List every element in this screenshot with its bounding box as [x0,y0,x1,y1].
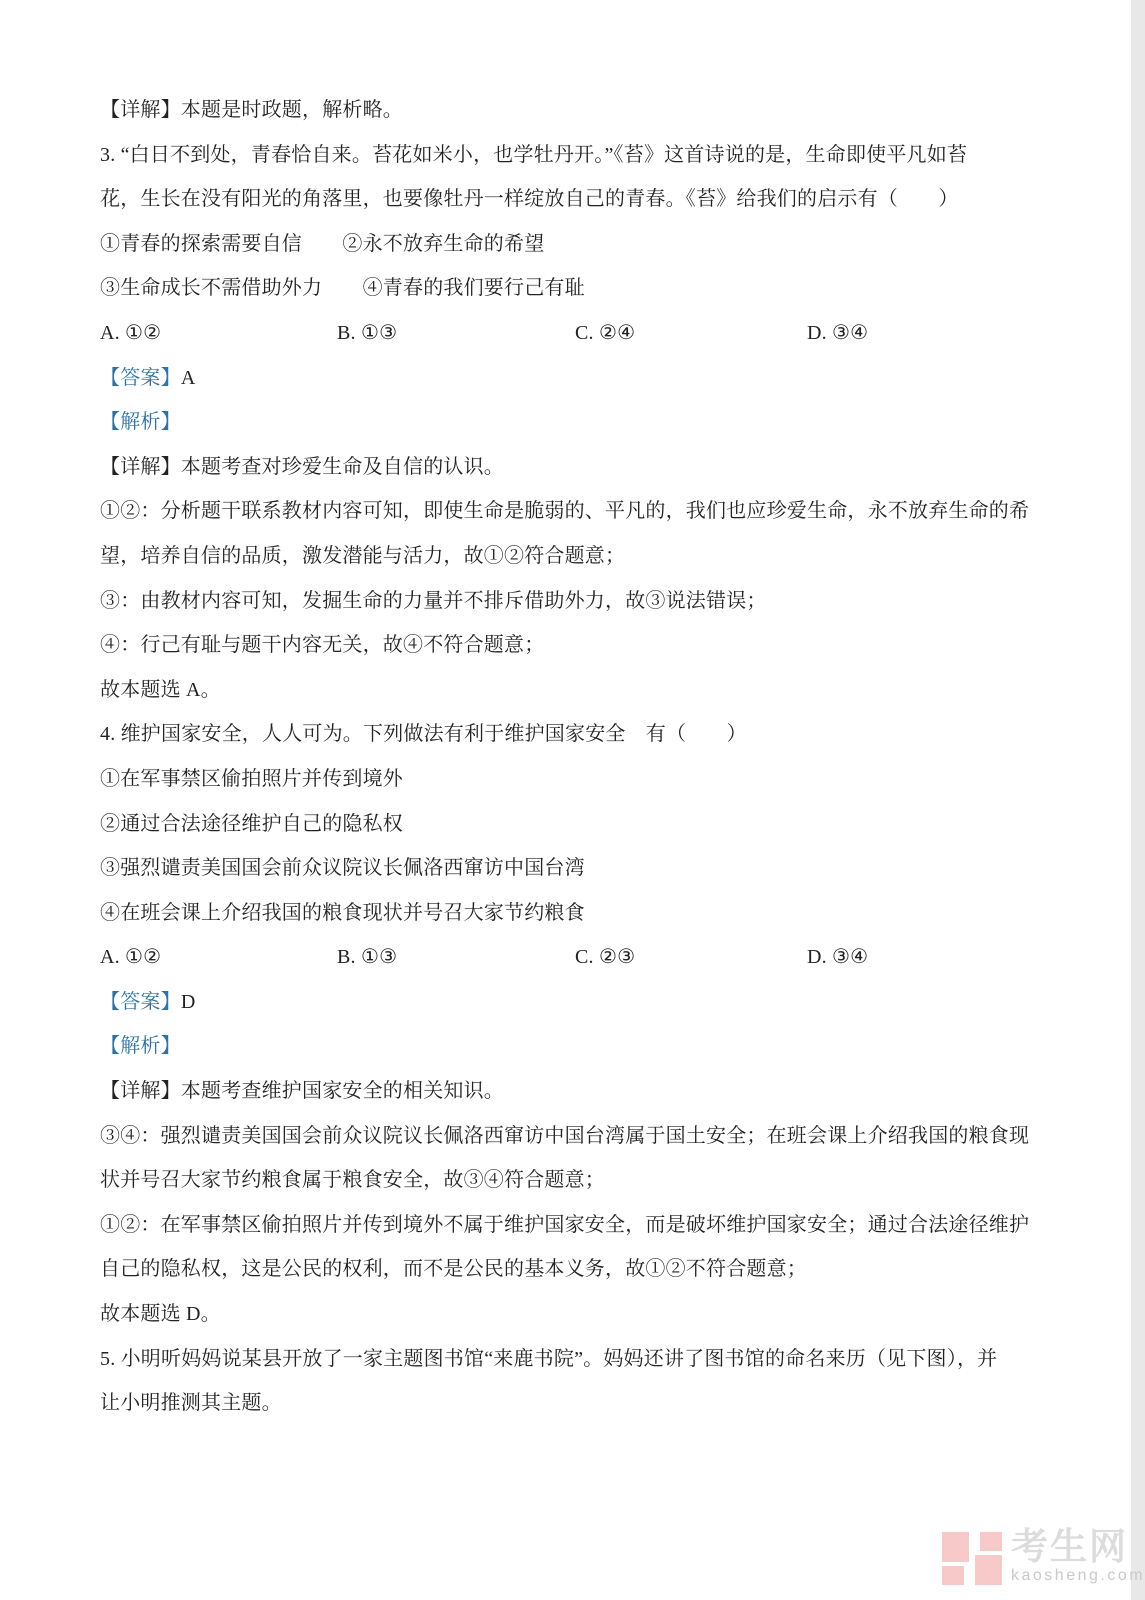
watermark-site-name: 考生网 [1011,1526,1128,1567]
site-watermark [942,1528,1145,1585]
option-item: C. ②④ [575,321,636,344]
line-text: ①在军事禁区偷拍照片并传到境外 [100,767,403,790]
document-lines [100,88,1040,1426]
choice-item [100,891,1040,936]
question-stem [100,1381,1040,1426]
question-stem [100,133,1040,178]
line-text: ③④：强烈谴责美国国会前众议院议长佩洛西窜访中国台湾属于国土安全；在班会课上介绍我国的粮食现 [100,1124,1030,1147]
option-item: D. ③④ [807,321,869,344]
line-text: ③生命成长不需借助外力 ④青春的我们要行己有耻 [100,277,585,300]
line-text: 【详解】本题考查维护国家安全的相关知识。 [100,1080,504,1103]
question-stem [100,1337,1040,1382]
choice-item [100,846,1040,891]
line-text: ①②：在军事禁区偷拍照片并传到境外不属于维护国家安全，而是破坏维护国家安全；通过合法途径维护 [100,1213,1030,1236]
section-marker: 【解析】 [100,1035,181,1058]
line-text: 3. “白日不到处，青春恰自来。苔花如米小，也学牡丹开。”《苔》这首诗说的是，生命即使平凡如苔 [100,143,968,166]
line-text: 让小明推测其主题。 [100,1392,282,1415]
option-item: A. ①② [100,321,162,344]
option-item: B. ①③ [337,946,398,969]
line-text: ①②：分析题干联系教材内容可知，即使生命是脆弱的、平凡的，我们也应珍爱生命，永不放弃生命的希 [100,500,1030,523]
explanation-line [100,623,1040,668]
kaosheng-logo-icon [942,1528,1002,1585]
line-text: 4. 维护国家安全，人人可为。下列做法有利于维护国家安全 有（ ） [100,723,747,746]
question-stem [100,712,1040,757]
option-item: D. ③④ [807,946,869,969]
answer-line [100,980,1040,1025]
line-text: 【详解】本题是时政题，解析略。 [100,99,403,121]
explanation-line [100,1247,1040,1292]
watermark-site-domain: kaosheng.com [1011,1567,1145,1584]
choice-item [100,757,1040,802]
line-text: A [180,366,196,389]
choice-pair [100,222,1040,267]
line-text: D [180,990,196,1013]
option-item: A. ①② [100,946,162,969]
line-text: ①青春的探索需要自信 ②永不放弃生命的希望 [100,232,545,255]
line-text: 5. 小明听妈妈说某县开放了一家主题图书馆“来鹿书院”。妈妈还讲了图书馆的命名来历（见下图），并 [100,1347,998,1370]
option-item: B. ①③ [337,321,398,344]
explanation-line [100,534,1040,579]
line-text: 望，培养自信的品质，激发潜能与活力，故①②符合题意； [100,544,626,567]
explanation-line [100,579,1040,624]
conclusion-line [100,1292,1040,1337]
line-text: ③：由教材内容可知，发掘生命的力量并不排斥借助外力，故③说法错误； [100,589,767,612]
options-row [100,935,1040,980]
analysis-line [100,400,1040,445]
explanation-line [100,1203,1040,1248]
choice-pair [100,266,1040,311]
answer-line [100,356,1040,401]
section-marker: 【答案】 [100,366,181,389]
line-text: ②通过合法途径维护自己的隐私权 [100,812,403,835]
line-text: 自己的隐私权，这是公民的权利，而不是公民的基本义务，故①②不符合题意； [100,1258,807,1281]
option-item: C. ②③ [575,946,636,969]
line-text: 【详解】本题考查对珍爱生命及自信的认识。 [100,455,504,478]
line-text: ④：行己有耻与题干内容无关，故④不符合题意； [100,634,545,657]
line-text: 花，生长在没有阳光的角落里，也要像牡丹一样绽放自己的青春。《苔》给我们的启示有（ ） [100,188,959,211]
question-stem [100,177,1040,222]
section-marker: 【解析】 [100,411,181,434]
detail-line [100,88,1040,133]
detail-line [100,445,1040,490]
line-text: ③强烈谴责美国国会前众议院议长佩洛西窜访中国台湾 [100,857,585,880]
section-marker: 【答案】 [100,990,181,1013]
line-text: 故本题选 D。 [100,1303,221,1326]
line-text: 故本题选 A。 [100,678,221,701]
options-row [100,311,1040,356]
line-text: 状并号召大家节约粮食属于粮食安全，故③④符合题意； [100,1169,605,1192]
explanation-line [100,1158,1040,1203]
line-text: ④在班会课上介绍我国的粮食现状并号召大家节约粮食 [100,901,585,924]
explanation-line [100,1114,1040,1159]
explanation-line [100,489,1040,534]
detail-line [100,1069,1040,1114]
conclusion-line [100,668,1040,713]
choice-item [100,802,1040,847]
analysis-line [100,1024,1040,1069]
